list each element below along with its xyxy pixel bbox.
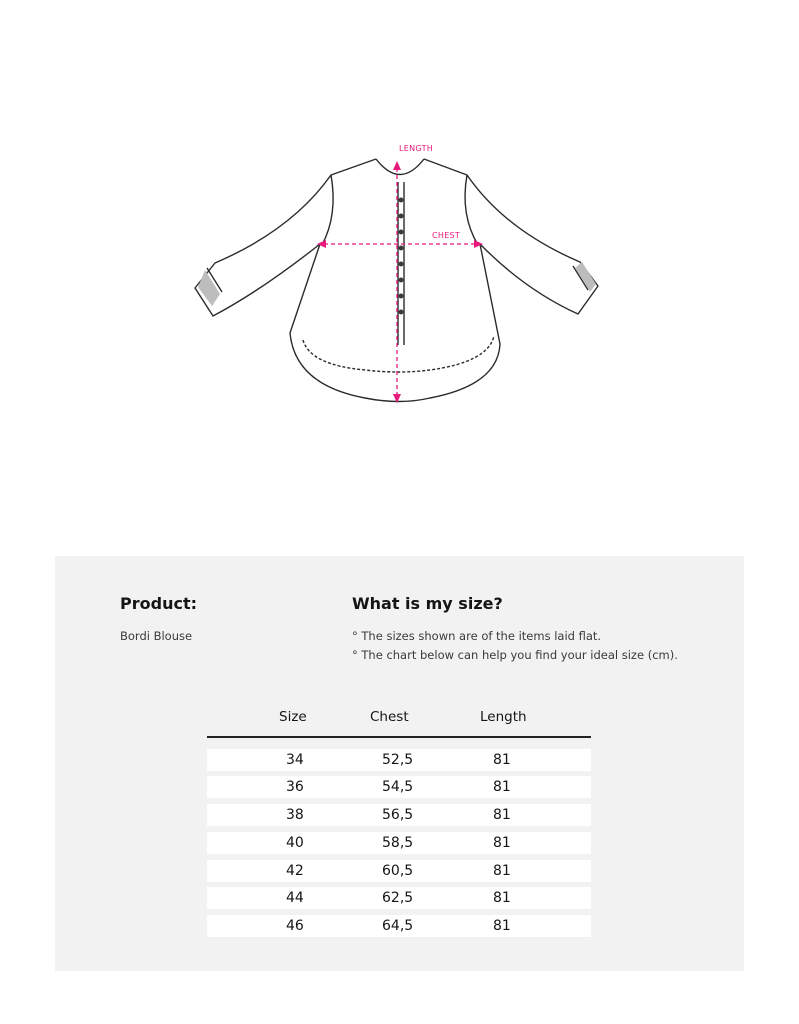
length-label: LENGTH (399, 144, 434, 153)
size-cell: 36 (286, 779, 304, 795)
size-guide-panel (55, 556, 744, 971)
product-heading: Product: (120, 594, 197, 613)
size-cell: 40 (286, 835, 304, 851)
chest-cell: 54,5 (382, 779, 414, 795)
size-cell: 34 (286, 752, 304, 768)
chest-cell: 62,5 (382, 890, 414, 906)
size-cell: 44 (286, 890, 304, 906)
table-header-divider (207, 736, 591, 738)
size-cell: 42 (286, 863, 304, 879)
size-heading: What is my size? (352, 594, 503, 613)
chest-cell: 52,5 (382, 752, 414, 768)
chest-cell: 56,5 (382, 807, 414, 823)
chest-cell: 58,5 (382, 835, 414, 851)
length-cell: 81 (493, 752, 511, 768)
column-header-chest: Chest (370, 709, 409, 725)
chest-cell: 64,5 (382, 918, 414, 934)
table-row (207, 860, 591, 882)
length-cell: 81 (493, 835, 511, 851)
chest-cell: 60,5 (382, 863, 414, 879)
table-row (207, 887, 591, 909)
product-name: Bordi Blouse (120, 629, 193, 643)
length-cell: 81 (493, 918, 511, 934)
size-cell: 38 (286, 807, 304, 823)
table-row (207, 804, 591, 826)
chest-label: CHEST (432, 231, 461, 240)
length-cell: 81 (493, 779, 511, 795)
length-cell: 81 (493, 807, 511, 823)
size-note-2: ° The chart below can help you find your ideal size (cm). (352, 648, 678, 662)
length-cell: 81 (493, 890, 511, 906)
size-note-1: ° The sizes shown are of the items laid flat. (352, 629, 602, 643)
size-cell: 46 (286, 918, 304, 934)
column-header-size: Size (279, 709, 307, 725)
table-row (207, 832, 591, 854)
table-row (207, 915, 591, 937)
length-cell: 81 (493, 863, 511, 879)
column-header-length: Length (480, 709, 527, 725)
table-row (207, 749, 591, 771)
table-row (207, 776, 591, 798)
